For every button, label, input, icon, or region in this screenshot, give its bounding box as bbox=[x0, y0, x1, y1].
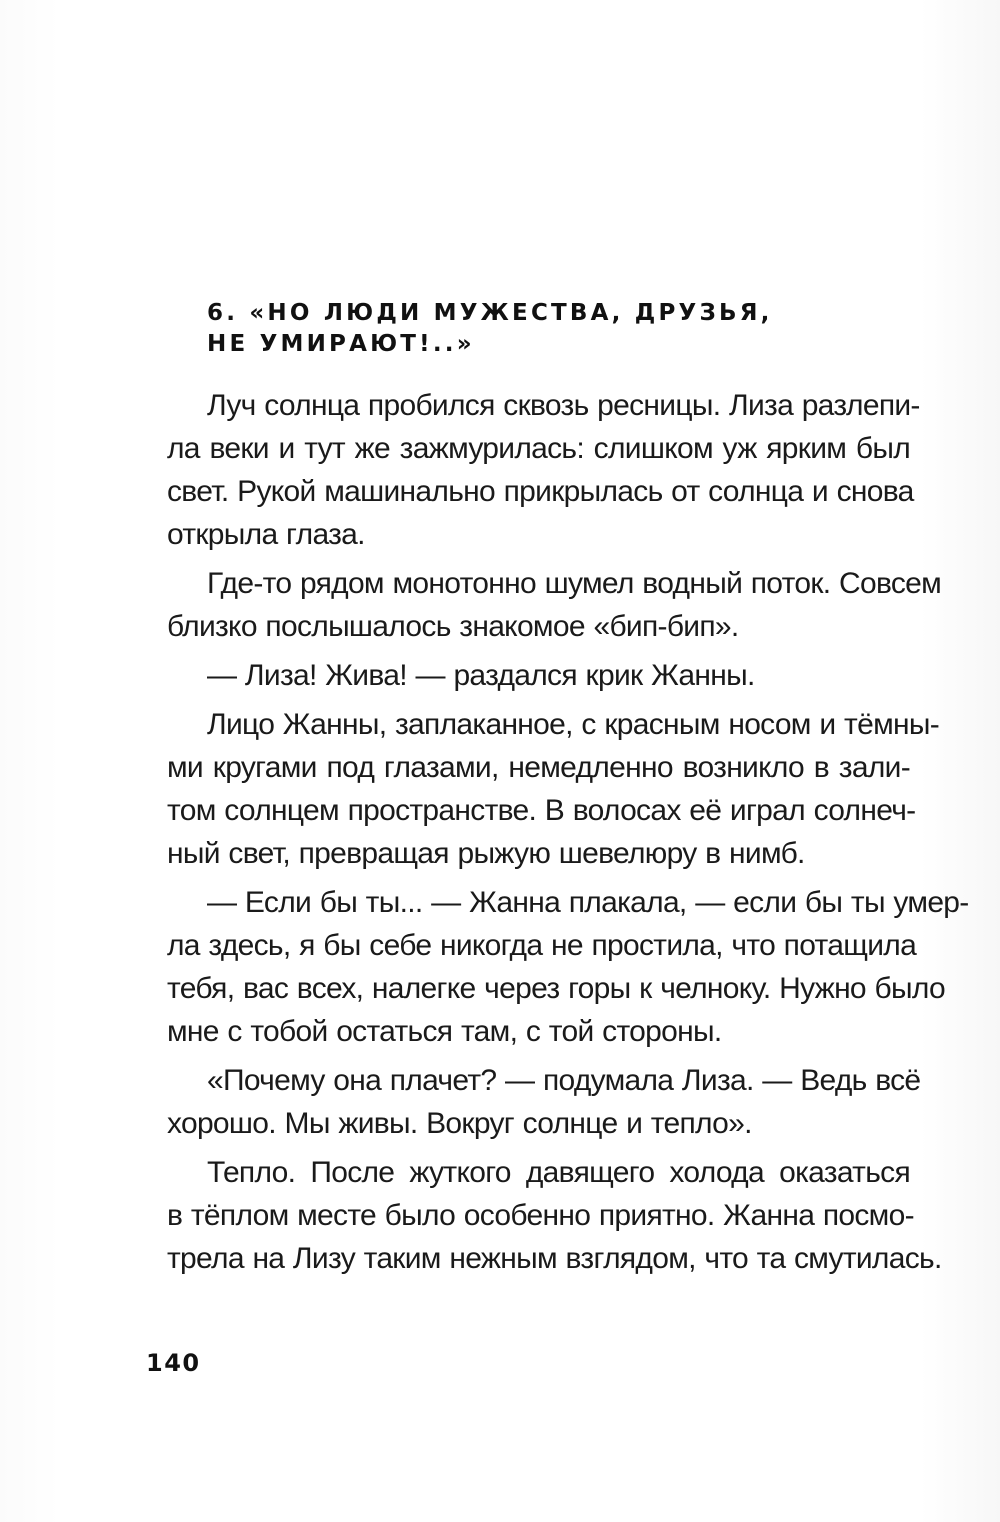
page-number: 140 bbox=[146, 1349, 201, 1377]
text-line: близко послышалось знакомое «бип-бип». bbox=[167, 610, 739, 643]
body-text bbox=[167, 384, 969, 1286]
text-line: том солнцем пространстве. В волосах её играл солнеч- bbox=[167, 794, 916, 827]
chapter-title-line: 6. «НО ЛЮДИ МУЖЕСТВА, ДРУЗЬЯ, bbox=[207, 300, 773, 326]
paragraph bbox=[167, 384, 920, 556]
text-line: мне с тобой остаться там, с той стороны. bbox=[167, 1015, 722, 1048]
text-line: трела на Лизу таким нежным взглядом, что та смутилась. bbox=[167, 1242, 942, 1275]
text-line: Где-то рядом монотонно шумел водный поток. Совсем bbox=[207, 567, 942, 600]
text-line: Лицо Жанны, заплаканное, с красным носом и тёмны- bbox=[207, 708, 940, 741]
text-line: свет. Рукой машинально прикрылась от солнца и снова bbox=[167, 475, 914, 508]
paragraph bbox=[167, 1151, 942, 1280]
text-line: открыла глаза. bbox=[167, 518, 365, 551]
text-line: в тёплом месте было особенно приятно. Жанна посмо- bbox=[167, 1199, 914, 1232]
paragraph bbox=[167, 1059, 921, 1145]
text-line: ла здесь, я бы себе никогда не простила, что потащила bbox=[167, 929, 917, 962]
paragraph bbox=[167, 881, 969, 1053]
text-line: ми кругами под глазами, немедленно возникло в зали- bbox=[167, 751, 910, 784]
text-line: хорошо. Мы живы. Вокруг солнце и тепло». bbox=[167, 1107, 752, 1140]
text-line: — Если бы ты... — Жанна плакала, — если бы ты умер- bbox=[207, 886, 969, 919]
text-line: «Почему она плачет? — подумала Лиза. — Ведь всё bbox=[207, 1064, 921, 1097]
text-line: Луч солнца пробился сквозь ресницы. Лиза разлепи- bbox=[207, 389, 920, 422]
paragraph bbox=[167, 654, 910, 697]
text-line: Тепло. После жуткого давящего холода оказаться bbox=[207, 1156, 910, 1189]
paragraph bbox=[167, 562, 942, 648]
text-line: — Лиза! Жива! — раздался крик Жанны. bbox=[207, 659, 755, 692]
paragraph bbox=[167, 703, 940, 875]
text-line: ный свет, превращая рыжую шевелюру в нимб. bbox=[167, 837, 805, 870]
chapter-title bbox=[207, 298, 847, 360]
text-line: ла веки и тут же зажмурилась: слишком уж ярким был bbox=[167, 432, 910, 465]
text-line: тебя, вас всех, налегке через горы к челноку. Нужно было bbox=[167, 972, 946, 1005]
chapter-title-line: НЕ УМИРАЮТ!..» bbox=[207, 331, 475, 357]
